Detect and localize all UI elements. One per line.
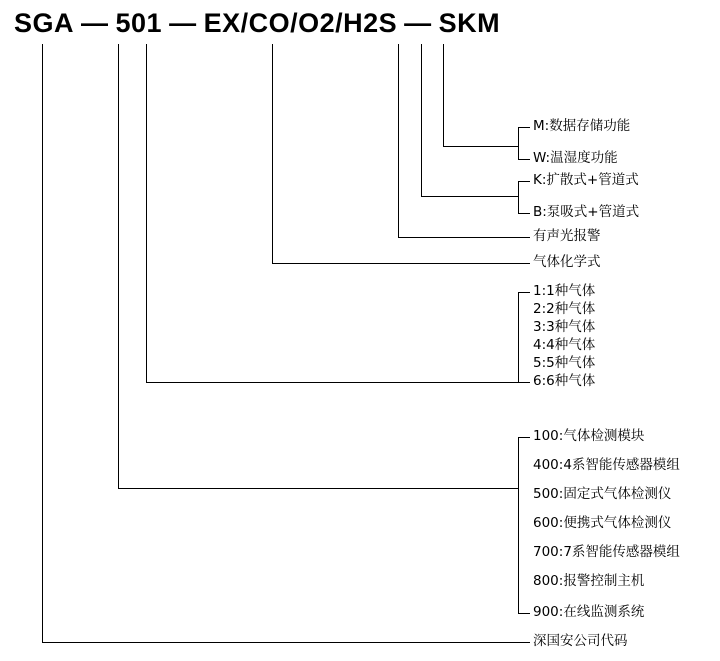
gas-count-label-stack	[533, 284, 595, 389]
code-segment-brand: SGA	[14, 8, 75, 38]
label-series-500: 500:固定式气体检测仪	[533, 486, 672, 502]
connector-storage-bottom	[443, 146, 518, 147]
code-segment-series: 501	[115, 8, 163, 38]
gas-count-row: 4:4种气体	[533, 337, 596, 353]
label-alarm: 有声光报警	[533, 228, 601, 244]
code-dash-3: —	[404, 8, 432, 38]
bracket-storage	[518, 127, 519, 159]
label-storage-w: W:温湿度功能	[533, 150, 618, 166]
label-company: 深国安公司代码	[533, 633, 628, 649]
bracket-series-item-6	[518, 613, 530, 614]
label-series-600: 600:便携式气体检测仪	[533, 515, 672, 531]
bracket-sampling-item-0	[518, 181, 530, 182]
gas-count-row: 3:3种气体	[533, 319, 596, 335]
drop-line-alarm	[398, 44, 399, 237]
code-segment-gas: EX/CO/O2/H2S	[203, 8, 398, 38]
label-series-800: 800:报警控制主机	[533, 573, 645, 589]
label-series-400: 400:4系智能传感器模组	[533, 457, 680, 473]
drop-line-gas-count	[146, 44, 147, 382]
gas-count-row: 6:6种气体	[533, 373, 596, 389]
bracket-storage-item-0	[518, 127, 530, 128]
connector-series-bottom	[118, 488, 518, 489]
drop-line-sampling	[421, 44, 422, 196]
connector-gas-formula	[272, 263, 530, 264]
connector-company	[42, 642, 530, 643]
bracket-storage-item-1	[518, 159, 530, 160]
label-gas-formula: 气体化学式	[533, 254, 601, 270]
connector-gas-count-bottom	[146, 382, 518, 383]
label-sampling-k: K:扩散式+管道式	[533, 172, 639, 188]
bracket-gas-count-item-5	[518, 382, 530, 383]
code-segment-suffix: SKM	[438, 8, 501, 38]
label-storage-m: M:数据存储功能	[533, 118, 631, 134]
model-code-title	[14, 8, 500, 39]
bracket-series-item-0	[518, 437, 530, 438]
drop-line-storage	[443, 44, 444, 146]
code-dash-2: —	[169, 8, 197, 38]
gas-count-row: 1:1种气体	[533, 283, 596, 299]
gas-count-row: 2:2种气体	[533, 301, 596, 317]
label-series-100: 100:气体检测模块	[533, 428, 645, 444]
label-sampling-b: B:泵吸式+管道式	[533, 204, 640, 220]
bracket-sampling	[518, 181, 519, 213]
bracket-sampling-item-1	[518, 213, 530, 214]
connector-sampling-bottom	[421, 196, 518, 197]
gas-count-row: 5:5种气体	[533, 355, 596, 371]
drop-line-series	[118, 44, 119, 488]
code-dash-1: —	[81, 8, 109, 38]
drop-line-gas-formula	[272, 44, 273, 263]
drop-line-brand	[42, 44, 43, 642]
label-series-900: 900:在线监测系统	[533, 604, 645, 620]
connector-alarm	[398, 237, 530, 238]
bracket-gas-count	[518, 292, 519, 382]
bracket-gas-count-item-0	[518, 292, 530, 293]
bracket-series	[518, 437, 519, 613]
label-series-700: 700:7系智能传感器模组	[533, 544, 680, 560]
